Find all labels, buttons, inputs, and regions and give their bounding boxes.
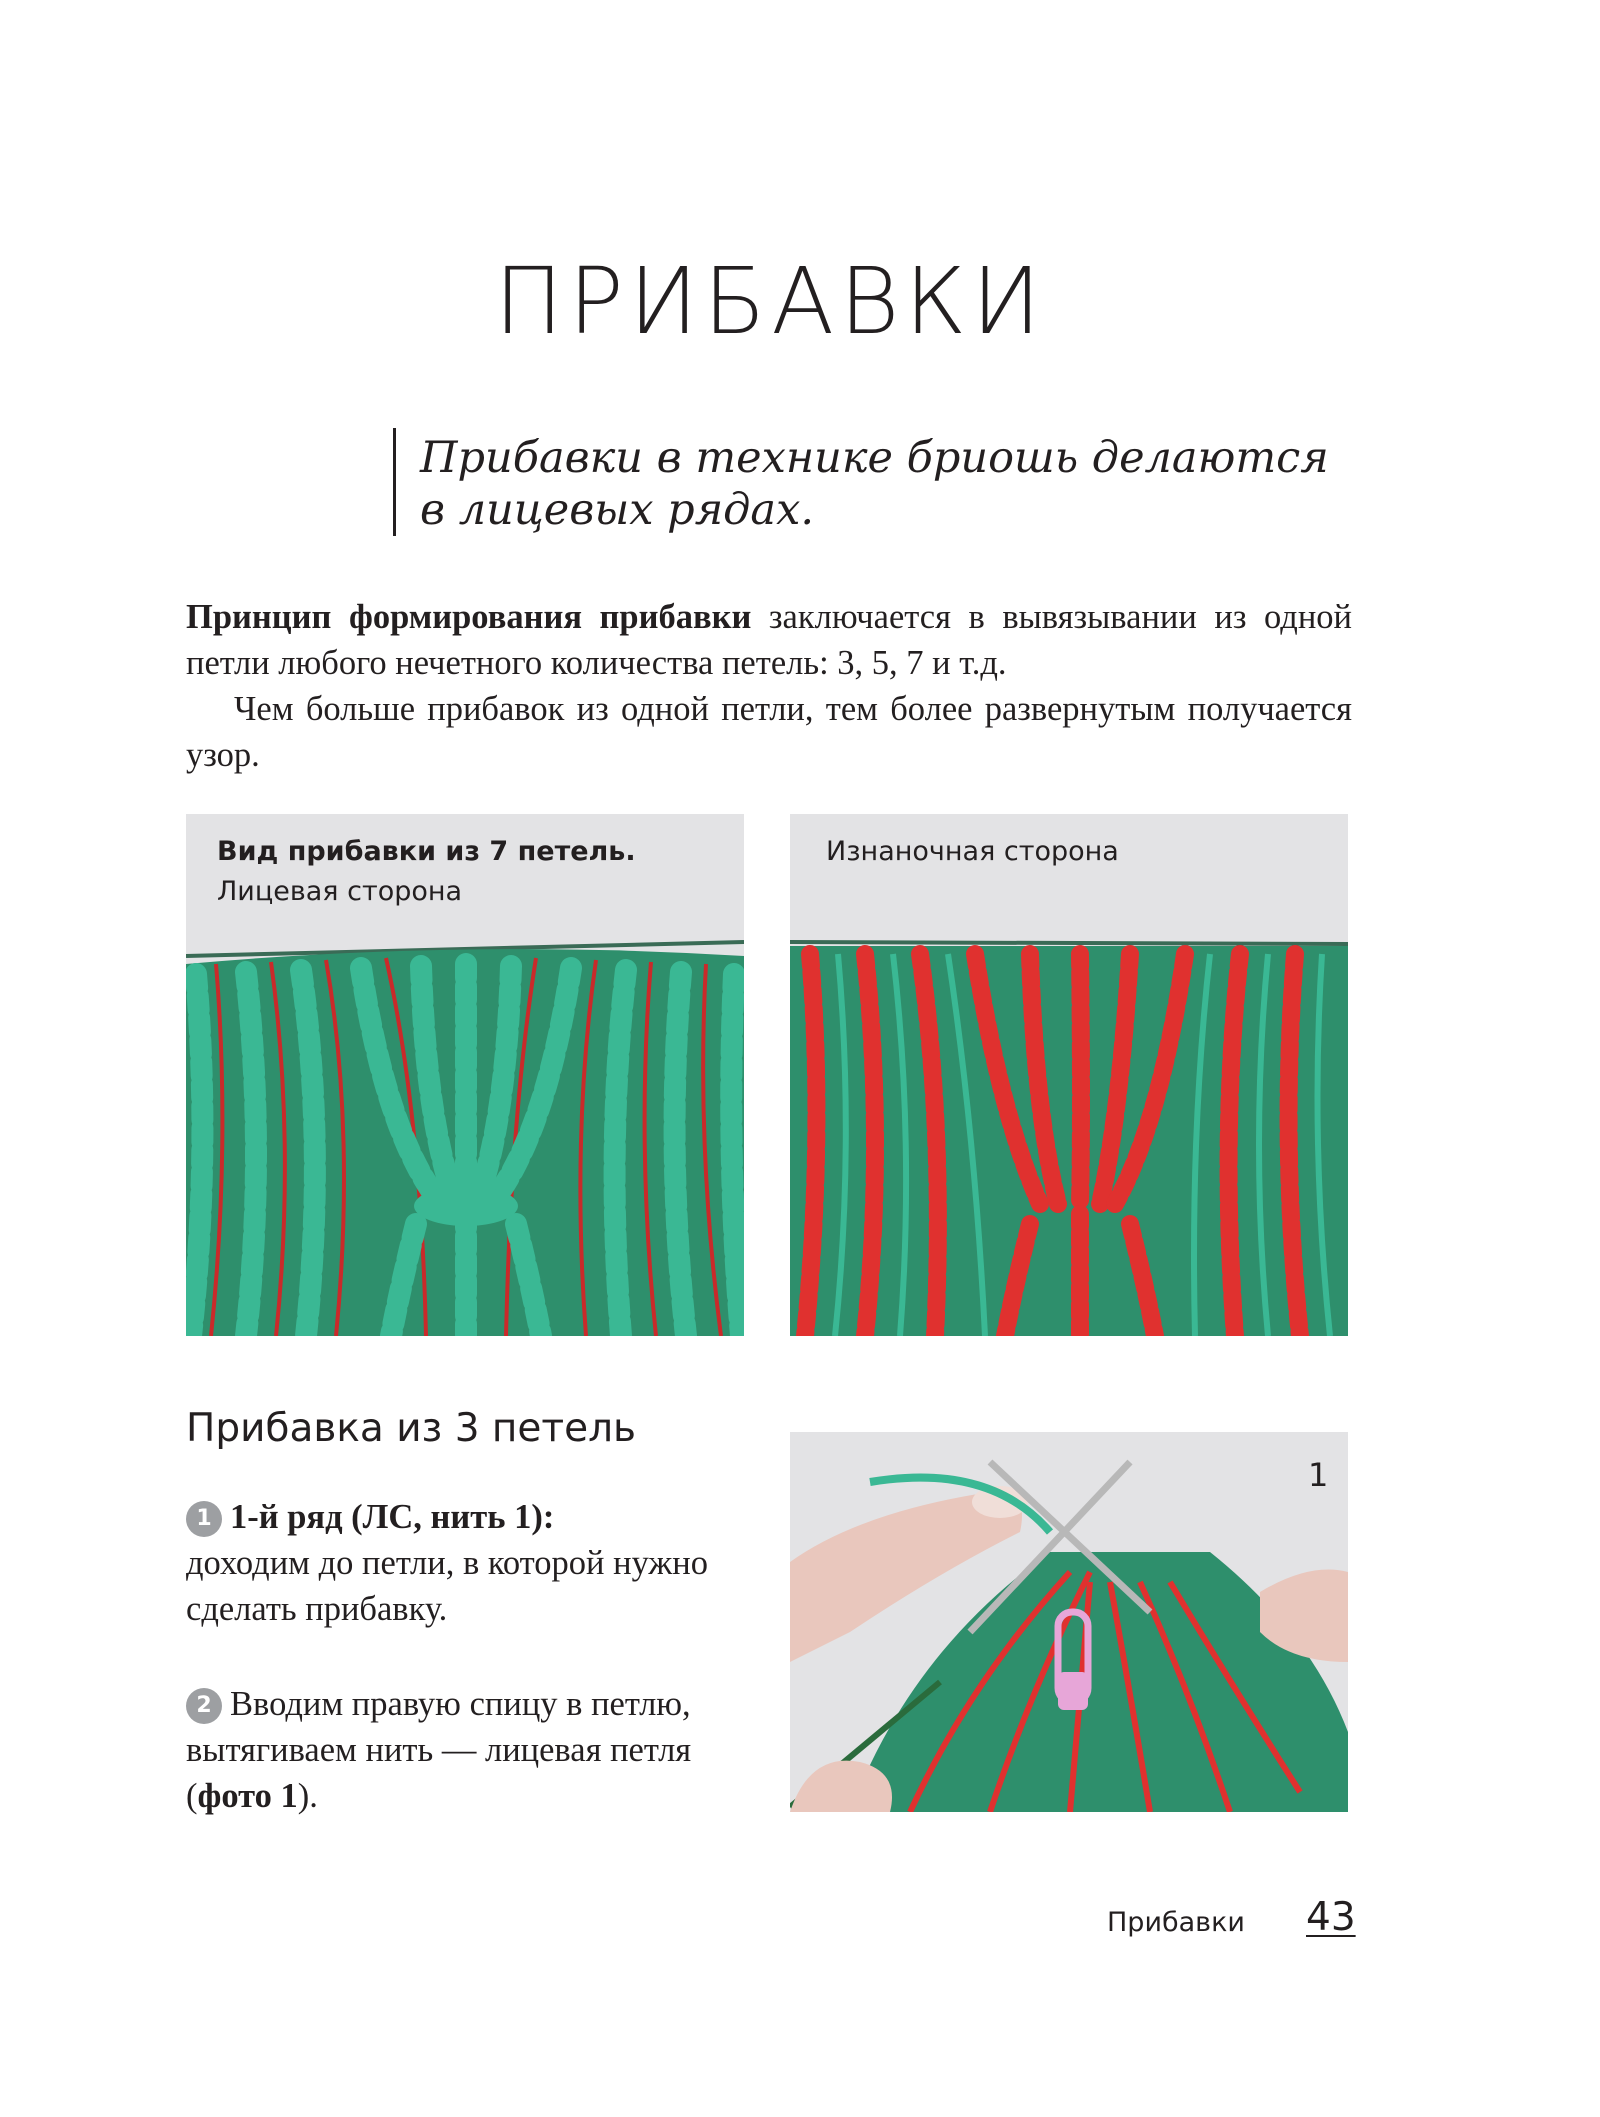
photo-front-caption bbox=[217, 832, 636, 912]
footer-section-label: Прибавки bbox=[1107, 1907, 1245, 1938]
photo-back-side bbox=[790, 814, 1348, 1336]
photo-step-1-label: 1 bbox=[1308, 1456, 1329, 1494]
step-2-badge: 2 bbox=[186, 1688, 222, 1724]
intro-bold-term: Принцип формирования прибавки bbox=[186, 598, 752, 636]
photo-back-caption: Изнаночная сторона bbox=[826, 836, 1119, 867]
intro-paragraph-1-rest: заключается в вывязывании из одной петли любого нечетного количества петель: 3, 5, 7 и т.д. bbox=[186, 598, 1352, 682]
step-1-bold: 1-й ряд (ЛС, нить 1): bbox=[230, 1498, 555, 1536]
step-2 bbox=[186, 1681, 766, 1819]
photo-front-caption-line2: Лицевая сторона bbox=[217, 876, 463, 907]
pull-quote-line-2: в лицевых рядах. bbox=[420, 485, 814, 535]
step-2-text-after: ). bbox=[297, 1777, 318, 1815]
section-heading: Прибавка из 3 петель bbox=[186, 1406, 637, 1451]
step-2-text-before: Вводим правую спицу в петлю, вытягиваем нить — лицевая петля ( bbox=[186, 1685, 692, 1815]
pull-quote-line-1: Прибавки в технике бриошь делаются bbox=[420, 433, 1329, 483]
step-1-text: доходим до петли, в которой нужно сделать прибавку. bbox=[186, 1544, 708, 1628]
photo-step-1 bbox=[790, 1432, 1348, 1812]
pull-quote bbox=[420, 432, 1340, 536]
intro-text bbox=[186, 594, 1352, 778]
step-1-badge: 1 bbox=[186, 1501, 222, 1537]
quote-bar bbox=[393, 428, 396, 536]
page-title: ПРИБАВКИ bbox=[494, 248, 1046, 355]
step-2-bold: фото 1 bbox=[197, 1777, 298, 1815]
step-1 bbox=[186, 1494, 766, 1632]
intro-paragraph-1 bbox=[186, 594, 1352, 686]
page-number: 43 bbox=[1306, 1895, 1356, 1940]
intro-paragraph-2: Чем больше прибавок из одной петли, тем более развернутым получается узор. bbox=[186, 690, 1352, 774]
photo-front-caption-bold: Вид прибавки из 7 петель. bbox=[217, 836, 636, 867]
